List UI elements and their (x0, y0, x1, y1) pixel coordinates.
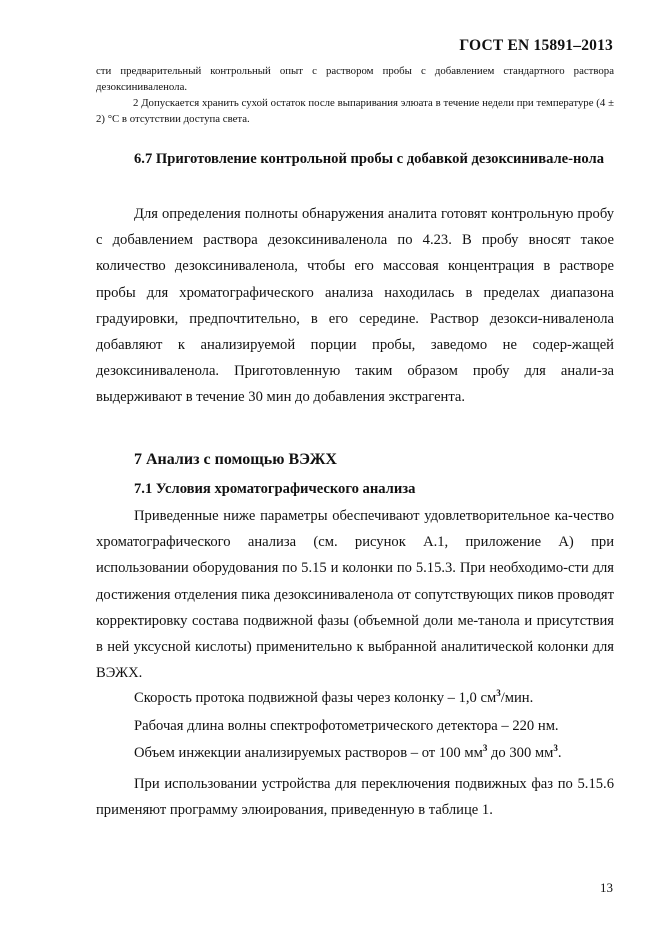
section-7-1-paragraph: Приведенные ниже параметры обеспечивают удовлетворительное ка-чество хроматографического анализа (см. рисунок А.1, приложение А) при использовании оборудования по 5.15 и колонки по 5.15.3. При необходимо-сти для достижения отделения пика дезоксиниваленола от сопутствующих пиков проводят корректировку состава подвижной фазы (объемной доли ме-танола и присутствия в ней уксусной кислоты) применительно к выбранной аналитической колонки для ВЭЖХ. (96, 508, 614, 682)
section-7-1-heading: 7.1 Условия хроматографического анализа (134, 481, 416, 497)
flow-rate-line (134, 690, 533, 707)
injection-volume-line (134, 745, 562, 762)
page-number: 13 (600, 880, 613, 895)
switching-text: При использовании устройства для переключения подвижных фаз по 5.15.6 применяют программу элюирования, приведенную в таблице 1. (96, 776, 614, 819)
section-7-1-body (96, 503, 614, 686)
switching-paragraph (96, 771, 614, 823)
section-6-7-body (96, 201, 614, 411)
injection-volume-to: до 300 мм (487, 745, 554, 761)
wavelength-line: Рабочая длина волны спектрофотометрического детектора – 220 нм. (134, 718, 559, 734)
injection-volume-text: Объем инжекции анализируемых растворов – от 100 мм (134, 745, 483, 761)
injection-volume-end: . (557, 745, 562, 761)
section-7-heading: 7 Анализ с помощью ВЭЖХ (134, 451, 337, 468)
injection-exponent-2: 3 (553, 743, 558, 754)
note-2 (96, 95, 614, 127)
section-6-7-heading: 6.7 Приготовление контрольной пробы с добавкой дезоксинивале-нола (134, 151, 605, 167)
note-2-text: 2 Допускается хранить сухой остаток после выпаривания элюата в течение недели при температуре (4 ± 2) °С в отсутствии доступа света. (96, 97, 614, 125)
section-6-7-paragraph: Для определения полноты обнаружения аналита готовят контрольную пробу с добавлением раствора дезоксиниваленола по 4.23. В пробу вносят такое количество дезоксиниваленола, чтобы его массовая концентрация в растворе пробы для хроматографического анализа находилась в пределах диапазона градуировки, предпочтительно, в его середине. Раствор дезокси-ниваленола добавляют к анализируемой порции пробы, заведомо не содер-жащей дезоксиниваленола. Приготовленную таким образом пробу для анали-за выдерживают в течение 30 мин до добавления экстрагента. (96, 206, 614, 406)
note-continuation: сти предварительный контрольный опыт с раствором пробы с добавлением стандартного раствора дезоксиниваленола. (96, 65, 614, 93)
standard-header: ГОСТ EN 15891–2013 (459, 37, 613, 54)
flow-rate-unit: /мин. (500, 690, 534, 706)
injection-exponent-1: 3 (482, 743, 488, 754)
flow-rate-exponent: 3 (496, 688, 501, 699)
flow-rate-text: Скорость протока подвижной фазы через колонку – 1,0 см (134, 690, 497, 706)
